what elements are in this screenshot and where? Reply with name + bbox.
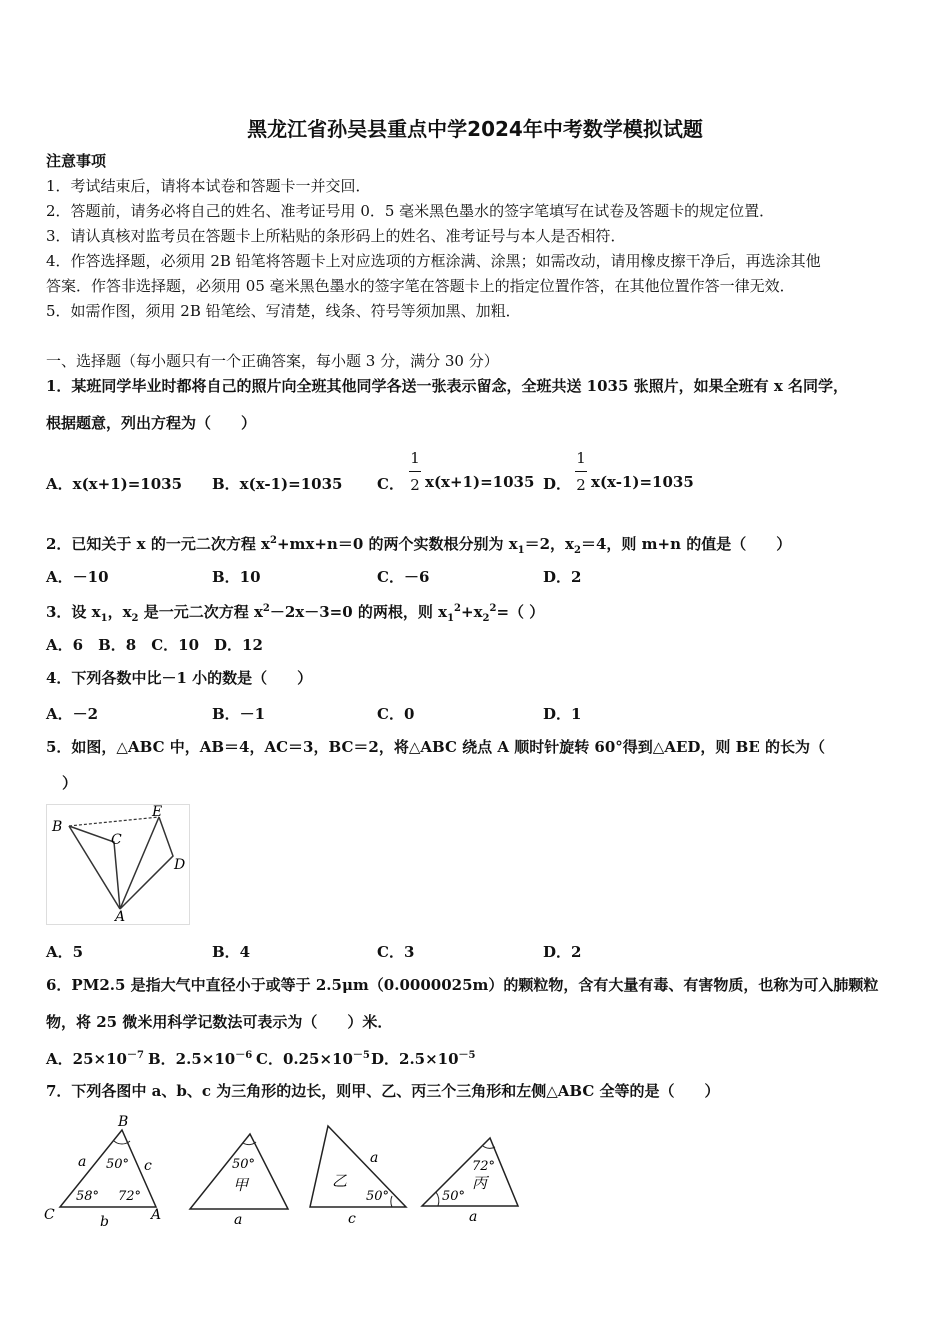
q6-option-d: D．$2.5\times 10^{-5}$ xyxy=(371,1050,476,1068)
abc-angle-b: 50° xyxy=(106,1157,130,1172)
question-5-stem-cont: ） xyxy=(62,774,78,792)
question-5-stem: 5．如图，△ABC 中，AB＝4，AC＝3，BC＝2，将△ABC 绕点 A 顺时针旋转 60°得到△AED，则 BE 的长为（ xyxy=(46,738,825,756)
q1-d-frac-num: 1 xyxy=(576,449,586,467)
fig-label-e: E xyxy=(152,804,163,820)
bing-angle-left: 50° xyxy=(442,1189,466,1204)
fig-label-c: C xyxy=(111,832,122,848)
q1-c-frac-num: 1 xyxy=(410,449,420,467)
question-6-stem-cont: 物，将 25 微米用科学记数法可表示为（ ）米． xyxy=(46,1013,393,1031)
page-title: 黑龙江省孙吴县重点中学2024年中考数学模拟试题 xyxy=(247,117,703,141)
q4-option-a: A．－2 xyxy=(46,705,99,723)
q1-option-c-label: C． xyxy=(377,475,404,493)
bing-angle-top: 72° xyxy=(472,1159,496,1174)
q5-option-c: C．3 xyxy=(377,943,415,961)
question-2-stem: 2．已知关于 x 的一元二次方程 $x^2+mx+n=0$ 的两个实数根分别为 $x_1=2$，$x_2=4$，则 m+n 的值是（ ） xyxy=(46,535,792,556)
q5-option-a: A．5 xyxy=(46,943,84,961)
q4-option-d: D．1 xyxy=(543,705,582,723)
jia-name: 甲 xyxy=(233,1176,249,1194)
question-3-stem: 3．设 $x_1$，$x_2$ 是一元二次方程 $x^2-2x-3=0$ 的两根，则 $x_1^2+x_2^2=$（ ） xyxy=(46,603,545,624)
q6-option-c: C．$0.25\times 10^{-5}$ xyxy=(256,1050,370,1068)
fig-label-a: A xyxy=(115,909,126,925)
q2-option-b: B．10 xyxy=(212,568,261,586)
yi-side-a: a xyxy=(370,1150,379,1166)
jia-side: a xyxy=(234,1212,243,1228)
abc-side-b: b xyxy=(100,1214,109,1230)
q1-option-c-expr: x(x+1)=1035 xyxy=(425,473,535,491)
q1-option-b: B．x(x-1)=1035 xyxy=(212,475,343,493)
q3-options: A．6 B．8 C．10 D．12 xyxy=(46,636,263,654)
notice-heading: 注意事项 xyxy=(46,152,107,170)
yi-name: 乙 xyxy=(332,1172,348,1190)
q5-option-b: B．4 xyxy=(212,943,251,961)
fig-label-d: D xyxy=(174,857,186,873)
notice-item: 1．考试结束后，请将本试卷和答题卡一并交回． xyxy=(46,177,371,195)
question-1-stem-cont: 根据题意，列出方程为（ ） xyxy=(46,414,257,432)
question-7-stem: 7．下列各图中 a、b、c 为三角形的边长，则甲、乙、丙三个三角形和左侧△ABC 全等的是（ ） xyxy=(46,1082,720,1100)
q1-d-frac-bar xyxy=(575,471,587,472)
bing-side: a xyxy=(469,1209,478,1225)
q1-c-frac-bar xyxy=(409,471,421,472)
abc-vertex-c: C xyxy=(44,1207,55,1223)
triangle-yi xyxy=(310,1126,406,1207)
q1-option-d-label: D． xyxy=(543,475,572,493)
q2-option-c: C．－6 xyxy=(377,568,430,586)
q7-triangles-figure xyxy=(40,1110,540,1235)
q4-option-c: C．0 xyxy=(377,705,415,723)
abc-side-c: c xyxy=(144,1158,152,1174)
triangle-bing xyxy=(422,1138,518,1206)
abc-angle-c: 58° xyxy=(76,1189,100,1204)
q6-option-a: A．$25\times 10^{-7}$ xyxy=(46,1050,144,1068)
abc-angle-a: 72° xyxy=(118,1189,142,1204)
q5-rotation-figure xyxy=(46,804,191,926)
question-6-stem: 6．PM2.5 是指大气中直径小于或等于 2.5μm（0.0000025m）的颗粒物，含有大量有毒、有害物质，也称为可入肺颗粒 xyxy=(46,976,879,994)
notice-item: 4．作答选择题，必须用 2B 铅笔将答题卡上对应选项的方框涂满、涂黑；如需改动，请用橡皮擦干净后，再选涂其他 xyxy=(46,252,821,270)
q5-option-d: D．2 xyxy=(543,943,582,961)
q2-option-a: A．－10 xyxy=(46,568,109,586)
q1-c-frac-den: 2 xyxy=(410,476,420,494)
q6-option-b: B．$2.5\times 10^{-6}$ xyxy=(148,1050,253,1068)
fig-label-b: B xyxy=(52,819,63,835)
jia-angle: 50° xyxy=(232,1157,256,1172)
abc-vertex-a: A xyxy=(151,1207,162,1223)
abc-vertex-b: B xyxy=(118,1114,129,1130)
abc-side-a: a xyxy=(78,1154,87,1170)
notice-item: 3．请认真核对监考员在答题卡上所粘贴的条形码上的姓名、准考证号与本人是否相符． xyxy=(46,227,626,245)
q1-option-a: A．x(x+1)=1035 xyxy=(46,475,183,493)
notice-item: 2．答题前，请务必将自己的姓名、准考证号用 0．5 毫米黑色墨水的签字笔填写在试卷及答题卡的规定位置． xyxy=(46,202,775,220)
yi-side-c: c xyxy=(348,1211,356,1227)
q4-option-b: B．－1 xyxy=(212,705,266,723)
question-1-stem: 1．某班同学毕业时都将自己的照片向全班其他同学各送一张表示留念，全班共送 1035 张照片，如果全班有 x 名同学， xyxy=(46,377,849,395)
question-4-stem: 4．下列各数中比－1 小的数是（ ） xyxy=(46,669,313,687)
notice-item: 5．如需作图，须用 2B 铅笔绘、写清楚，线条、符号等须加黑、加粗． xyxy=(46,302,521,320)
q2-option-d: D．2 xyxy=(543,568,582,586)
bing-name: 丙 xyxy=(472,1174,488,1192)
q1-option-d-expr: x(x-1)=1035 xyxy=(591,473,694,491)
notice-item: 答案．作答非选择题，必须用 05 毫米黑色墨水的签字笔在答题卡上的指定位置作答，在其他位置作答一律无效． xyxy=(46,277,795,295)
section-heading: 一、选择题（每小题只有一个正确答案，每小题 3 分，满分 30 分） xyxy=(46,352,499,370)
q1-d-frac-den: 2 xyxy=(576,476,586,494)
yi-angle: 50° xyxy=(366,1189,390,1204)
